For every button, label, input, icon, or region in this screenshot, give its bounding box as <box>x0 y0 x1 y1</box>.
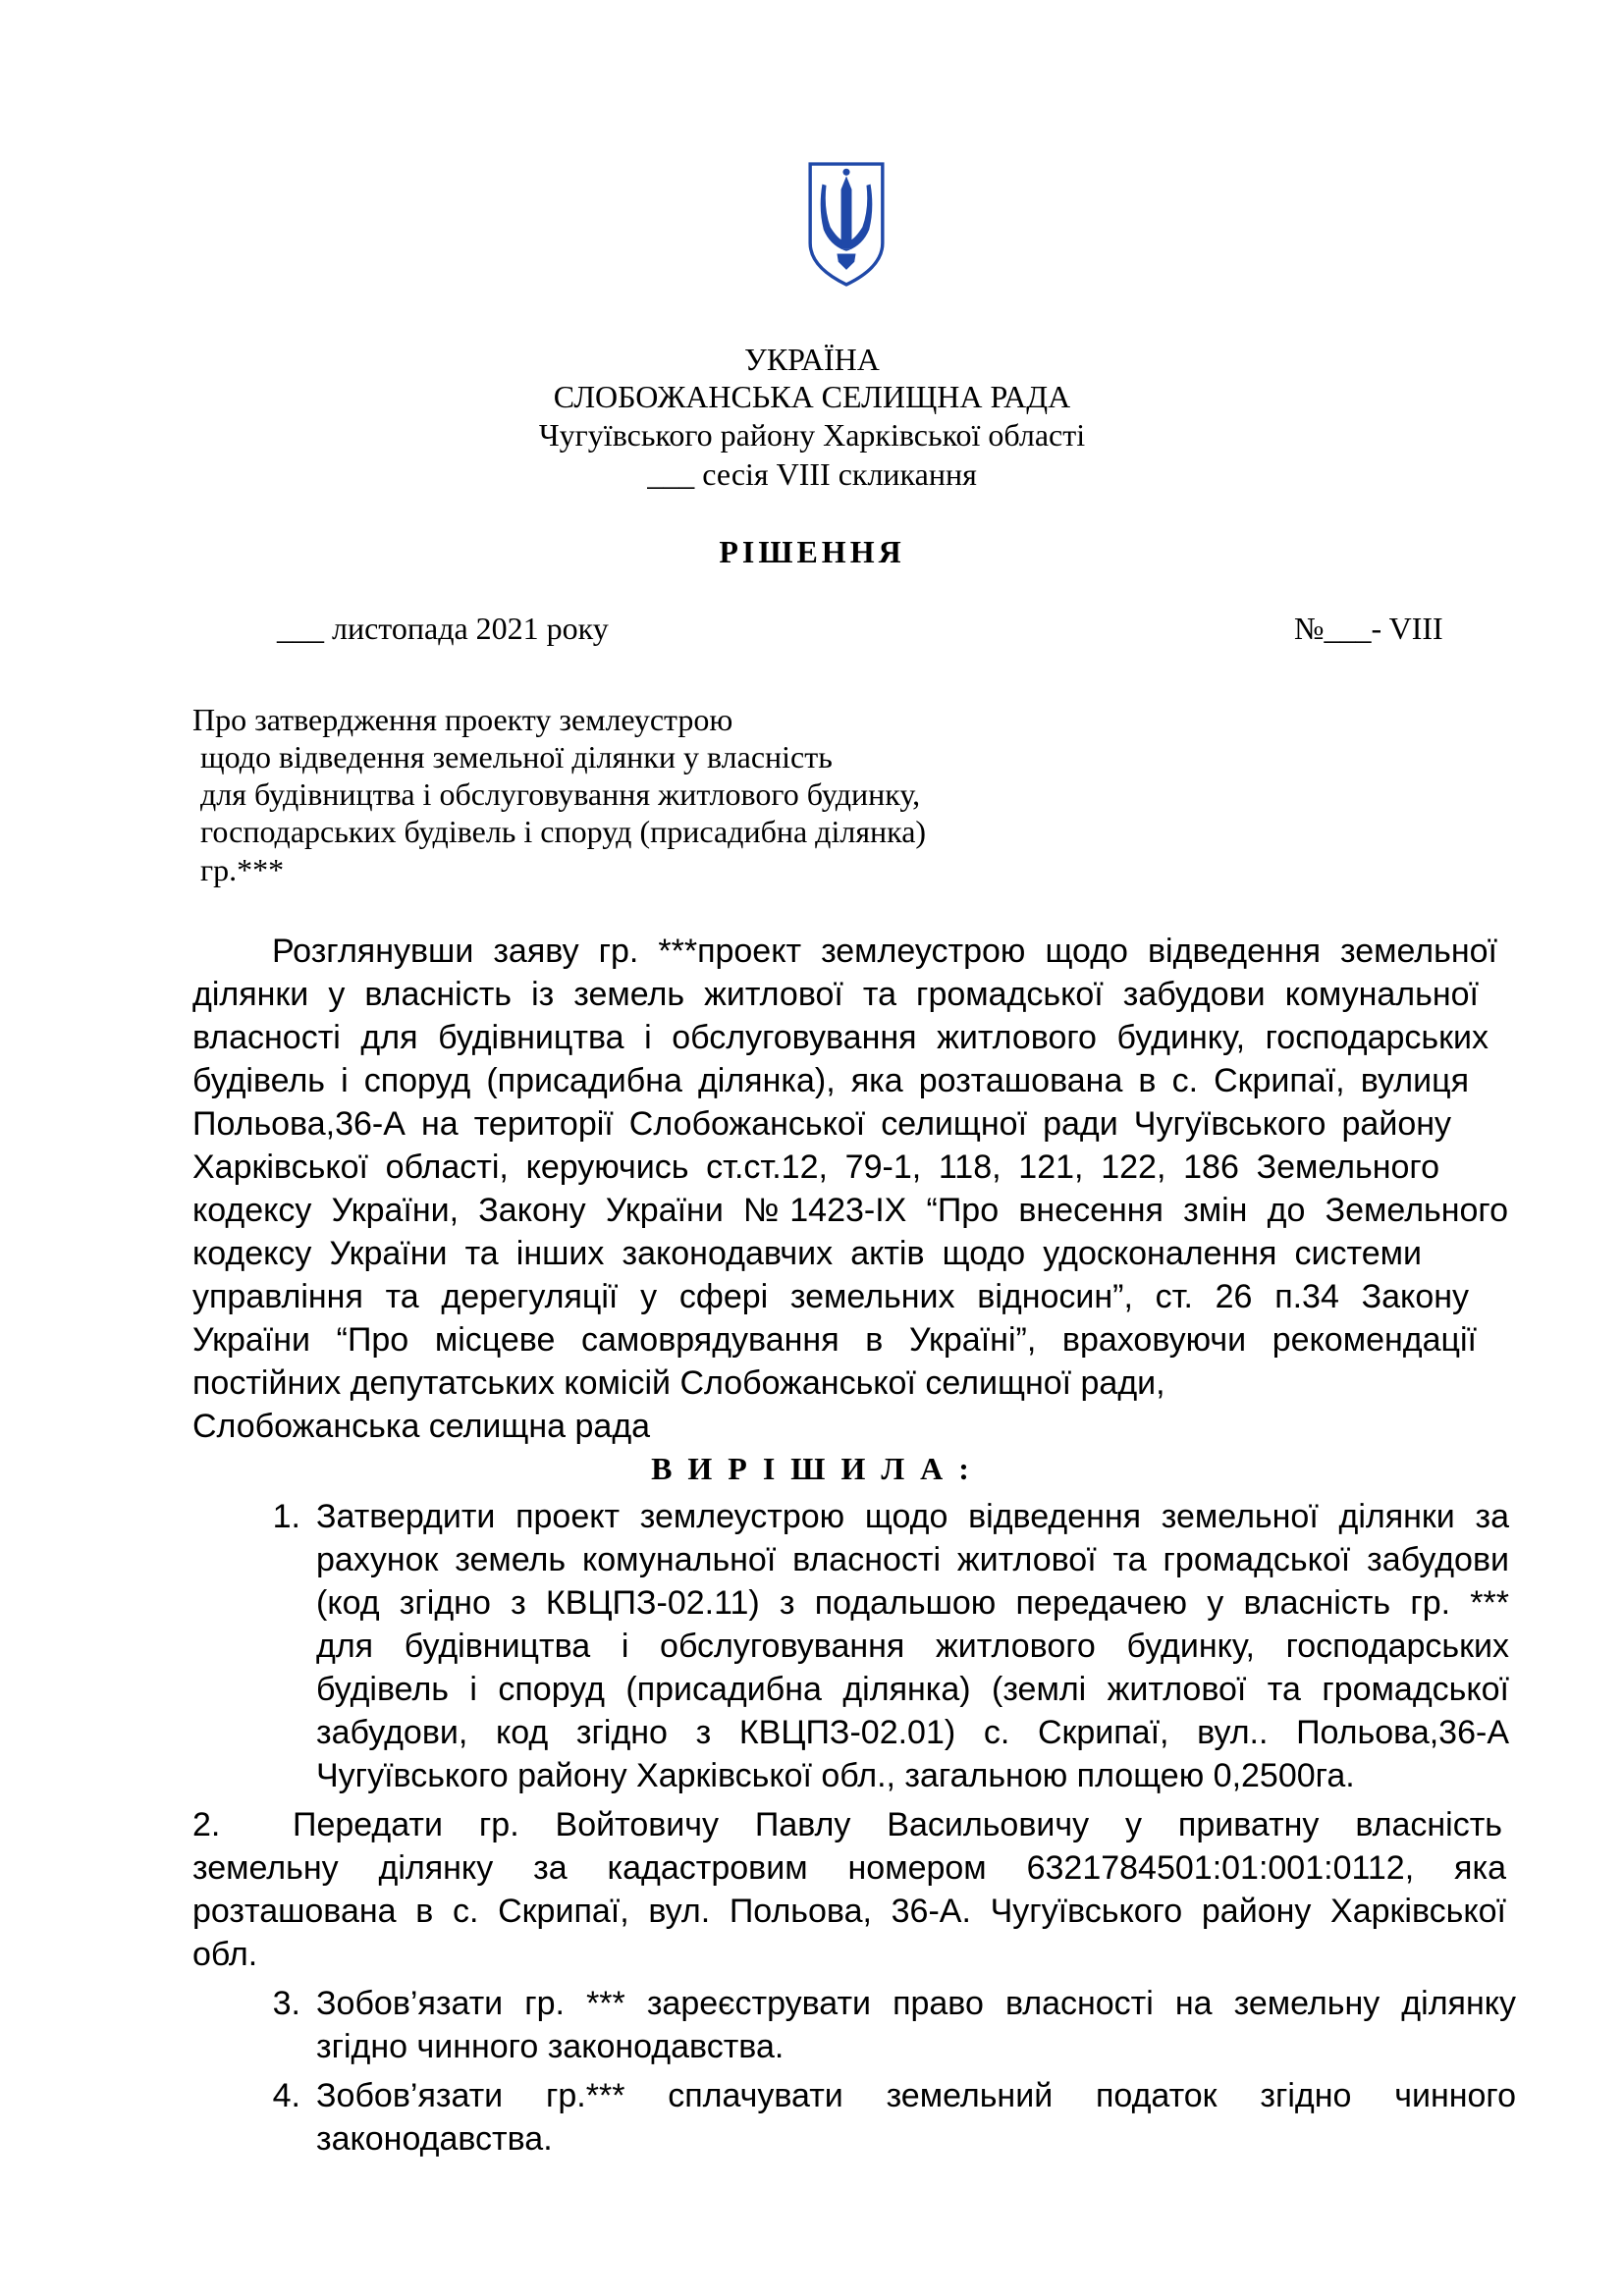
subject-line: щодо відведення земельної ділянки у власність <box>200 739 833 774</box>
region-line: Чугуївського району Харківської області <box>538 417 1086 453</box>
preamble-line: Слобожанська селищна рада <box>192 1408 651 1445</box>
subject-line: господарських будівель і споруд (присадибна ділянка) <box>200 814 927 849</box>
item-line: будівель і споруд (присадибна ділянка) (землі житлової та громадської <box>316 1671 1509 1708</box>
item-number: 2. <box>192 1806 221 1843</box>
session-line: ___ сесія VIII скликання <box>647 456 977 492</box>
item-number: 1. <box>272 1498 300 1535</box>
decision-number: №___- VIII <box>1294 611 1443 646</box>
item-line: Затвердити проект землеустрою щодо відведення земельної ділянки за <box>316 1498 1509 1535</box>
item-line: обл. <box>192 1936 258 1973</box>
preamble-line: будівель і споруд (присадибна ділянка), яка розташована в с. Скрипаї, вулиця <box>192 1062 1469 1099</box>
subject-line: Про затвердження проекту землеустрою <box>192 702 733 737</box>
item-number: 4. <box>272 2077 300 2114</box>
subject-line: для будівництва і обслуговування житлового будинку, <box>200 776 921 812</box>
coat-of-arms-of-ukraine-icon <box>806 160 887 289</box>
preamble-line: управління та дерегуляції у сфері земельних відносин”, ст. 26 п.34 Закону <box>192 1278 1469 1315</box>
decision-date: ___ листопада 2021 року <box>277 611 609 646</box>
item-line: розташована в с. Скрипаї, вул. Польова, 36-А. Чугуївського району Харківської <box>192 1893 1506 1930</box>
document-type: РІШЕННЯ <box>719 534 905 569</box>
preamble-line: Харківської області, керуючись ст.ст.12, 79-1, 118, 121, 122, 186 Земельного <box>192 1148 1439 1186</box>
item-line: згідно чинного законодавства. <box>316 2028 785 2065</box>
item-number: 3. <box>272 1985 300 2022</box>
decided-heading: В И Р І Ш И Л А : <box>651 1451 973 1486</box>
item-line: Зобов’язати гр. *** зареєструвати право власності на земельну ділянку <box>316 1985 1516 2022</box>
preamble-line: ділянки у власність із земель житлової та громадської забудови комунальної <box>192 976 1479 1013</box>
preamble-line: Розглянувши заяву гр. ***проект землеустрою щодо відведення земельної <box>272 933 1497 970</box>
item-line: земельну ділянку за кадастровим номером 6321784501:01:001:0112, яка <box>192 1849 1506 1887</box>
item-line: Чугуївського району Харківської обл., загальною площею 0,2500га. <box>316 1757 1355 1794</box>
item-line: (код згідно з КВЦПЗ-02.11) з подальшою передачею у власність гр. *** <box>316 1584 1509 1622</box>
item-line: рахунок земель комунальної власності житлової та громадської забудови <box>316 1541 1509 1578</box>
item-line: для будівництва і обслуговування житлового будинку, господарських <box>316 1628 1509 1665</box>
preamble-line: Польова,36-А на території Слобожанської селищної ради Чугуївського району <box>192 1105 1451 1143</box>
council-name: СЛОБОЖАНСЬКА СЕЛИЩНА РАДА <box>553 379 1071 414</box>
item-line: забудови, код згідно з КВЦПЗ-02.01) с. Скрипаї, вул.. Польова,36-А <box>316 1714 1509 1751</box>
item-line: Зобов’язати гр.*** сплачувати земельний податок згідно чинного <box>316 2077 1516 2114</box>
preamble-line: кодексу України та інших законодавчих актів щодо удосконалення системи <box>192 1235 1422 1272</box>
item-line: законодавства. <box>316 2120 553 2158</box>
preamble-line: України “Про місцеве самоврядування в Україні”, враховуючи рекомендації <box>192 1321 1477 1359</box>
country-name: УКРАЇНА <box>744 342 880 377</box>
preamble-line: постійних депутатських комісій Слобожанської селищної ради, <box>192 1364 1165 1402</box>
subject-line: гр.*** <box>200 852 285 887</box>
item-line: Передати гр. Войтовичу Павлу Васильовичу у приватну власність <box>293 1806 1502 1843</box>
preamble-line: власності для будівництва і обслуговування житлового будинку, господарських <box>192 1019 1489 1056</box>
preamble-line: кодексу України, Закону України №1423-IX “Про внесення змін до Земельного <box>192 1192 1508 1229</box>
